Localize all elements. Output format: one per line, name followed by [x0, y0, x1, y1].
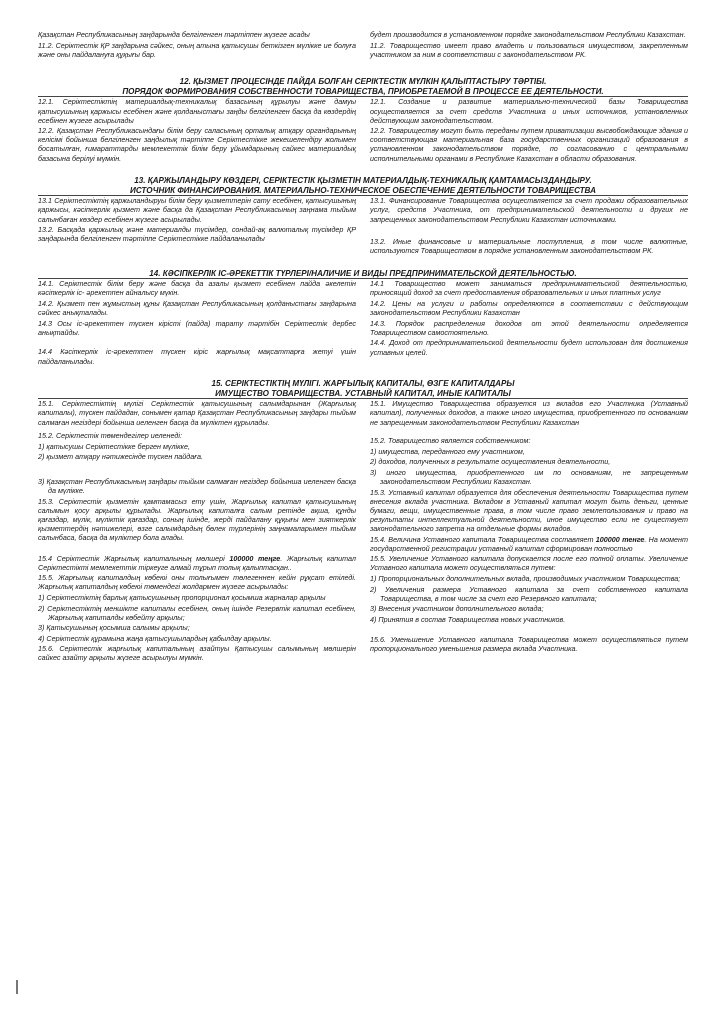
- kz-column: [38, 97, 356, 164]
- kz-column: [38, 196, 356, 256]
- ru-column: [370, 399, 688, 664]
- list-item: 2) Увеличения размера Уставного капитала за счет собственного капитала Товарищества, в том числе за счет его Резервного капитала;: [370, 584, 688, 603]
- kz-column: [38, 399, 356, 664]
- section-heading: 13. ҚАРЖЫЛАНДЫРУ КӨЗДЕРІ, СЕРІКТЕСТІК ҚЫЗМЕТІН МАТЕРИАЛДЫҚ-ТЕХНИКАЛЫҚ ҚАМТАМАСЫЗДАНДЫРУ.: [134, 176, 592, 186]
- paragraph: 15.6. Серіктестік жарғылық капиталының азайтуы Қатысушы салымының мөлшерін сайкес азайту арқылы жүзеге асырылуы мүмкін.: [38, 644, 356, 663]
- paragraph: 14.4 Кәсіпкерлік іс-әрекеттен түскен кіріс жарғылық мақсаттарға жетуі үшін пайдаланылады.: [38, 347, 356, 366]
- paragraph: 15.6. Уменьшение Уставного капитала Товарищества может осуществляться путем пропорционального уменьшения размера вклада Участника.: [370, 635, 688, 654]
- paragraph: 14.2. Цены на услуги и работы определяются в соответствии с действующим законодательством Республики Казахстан: [370, 299, 688, 318]
- document-page: [38, 30, 688, 1010]
- section-15: [38, 379, 688, 664]
- text-run: . На момент государственной регистрации уставный капитал сформирован полностью: [370, 534, 688, 553]
- text-run: . Жарғылық капитал Серіктестікті мемлекеттік тіркеуге алмай тұрып толық қалыптасқан..: [38, 553, 356, 572]
- list-item: 4) Серіктестік құрамына жаңа қатысушылардың қабылдау арқылы.: [38, 633, 272, 643]
- paragraph: 14.4. Доход от предпринимательской деятельности будет использован для достижения уставных целей.: [370, 338, 688, 357]
- paragraph: 13.2. Басқада қаржылық және материалды түсімдер, сондай-ақ валюталық түсімдер ҚР заңдарында белгіленген тәртіппе Серіктестікке пайдаланылады: [38, 225, 356, 244]
- list-item: 1) қатысушы Серіктестікке берген мүлікке,: [38, 441, 190, 451]
- paragraph: [370, 535, 688, 553]
- ru-column: [370, 97, 688, 164]
- text-run: 15.4. Величина Уставного капитала Товарищества составляет: [370, 534, 596, 544]
- paragraph: 11.2. Товарищество имеет право владеть и пользоваться имуществом, закрепленным участником за ним в соответствии с законодательством РК.: [370, 40, 688, 59]
- list-item: 3) Қазақстан Республикасының заңдары тыйым салмаған негіздер бойынша иеленген басқа да мүлікке.: [38, 476, 356, 495]
- paragraph: 14.1. Серіктестік білім беру және басқа да азалы қызмет есебінен пайда әкелетін кәсіпкерлік іс- әрекетпен айналысу мүкін.: [38, 279, 356, 298]
- list-item: 1) имущества, переданного ему участником,: [370, 446, 525, 456]
- paragraph: Қазақстан Республикасының заңдарында белгіленген тәртіппен жүзеге асады: [38, 30, 310, 39]
- paragraph: 14.1 Товарищество может заниматься предпринимательской деятельностью, приносящий доход за счет предоставления образовательных и иных платных услуг: [370, 279, 688, 298]
- ru-column: [370, 30, 688, 60]
- list-item: 3) Қатысушының қосымша салымы арқылы;: [38, 623, 190, 633]
- section-heading: ИСТОЧНИК ФИНАНСИРОВАНИЯ. МАТЕРИАЛЬНО-ТЕХНИЧЕСКОЕ ОБЕСПЕЧЕНИЕ ДЕЯТЕЛЬНОСТИ ТОВАРИЩЕСТВА: [130, 185, 596, 195]
- paragraph: 15.3. Уставный капитал образуется для обеспечения деятельности Товарищества путем внесения вклада участника. Вкладом в Уставный капитал могут быть деньги, ценные бумаги, вещи, имущественные права, в том числе право землепользования и право на результаты интеллектуальной деятельности, иное имущество если не существует законодательного запрета на отдельные формы вкладов.: [370, 487, 688, 533]
- section-14: [38, 269, 688, 367]
- list-item: 3) иного имущества, приобретенного им по основаниям, не запрещенным законодательством Республики Казахстан.: [370, 467, 688, 486]
- paragraph: 15.2. Серіктестік төмендегілер иеленеді:: [38, 431, 182, 441]
- list-item: 2) доходов, полученных в результате осуществления деятельности,: [370, 457, 611, 467]
- ru-column: [370, 279, 688, 367]
- paragraph: 15.1. Серіктестіктің мүлігі Серіктестік қатысушының салымдарынан (Жарғылық капиталы), түскен пайдадан, сонымен қатар Қазақстан Республикасының заңдары тыйым салмаған негіздері бойынша иеленген басқа да мүліктен құрылады.: [38, 399, 356, 427]
- paragraph: 12.1. Создание и развитие материально-технической базы Товарищества осуществляется за счет средств Участника и иных источников, установленных действующим законодательством.: [370, 97, 688, 125]
- paragraph: 14.2. Қызмет пен жұмыстың құны Қазақстан Республикасының қолданыстағы заңдарына сәйкес анықталады.: [38, 299, 356, 318]
- paragraph: 12.1. Серіктестіктің материалдық-техникалық базасының құрылуы және дамуы қатысушының қаржысы есебінен және қолданыстағы заңды белгіленген басқа да көздердің есебінен жүзеге асырылады: [38, 97, 356, 125]
- paragraph: 13.1. Финансирование Товарищества осуществляется за счет продажи образовательных услуг, средств Участника, от предпринимательской деятельности и других не запрещенных законодательством Республики Казахстан источниками.: [370, 196, 688, 224]
- list-item: 2) Серіктестіктің меншікте капиталы есебінен, оның ішінде Резервтік капитал есебінен, Жарғылық капиталды көбейту арқылы;: [38, 603, 356, 622]
- list-item: 1) Серіктестіктің барлық қатысушының пропорционал қосымша жарналар арқылы: [38, 592, 326, 602]
- section-heading: 12. ҚЫЗМЕТ ПРОЦЕСІНДЕ ПАЙДА БОЛҒАН СЕРІКТЕСТІК МҮЛКІН ҚАЛЫПТАСТЫРУ ТӘРТІБІ.: [179, 77, 547, 87]
- paragraph: 12.2. Қазақстан Республикасындағы білім беру саласының орталық атқару органдарының келісімі бойынша белгіленген заңдылық тәртіппе Серіктестікке жекешелендіру жолымен босатылған, ғимараттарды мемлекеттік білім беру ұйымдарының сайкес материалдық базасына берілуі мүмкін.: [38, 126, 356, 163]
- section-13: [38, 176, 688, 257]
- paragraph: 14.3 Осы іс-әрекеттен түскен кірісті (пайда) тарату тәртібін Серіктестік дербес анықтайды.: [38, 318, 356, 337]
- paragraph: 15.3. Серіктестік қызметін қамтамасыз ету үшін, Жарғылық капитал қатысушының салымын қосу арқылы құрылады. Жарғылық капиталға салым ретінде ақша, құнды қағаздар, мүлік, мүліктік қағаздар, соның ішінде, жерді пайдалану құқығы мен зияткерлік қызметтердің нәтижелері, өзге салымдардың бөлек түрлерінің заңнамаларымен тыйым салынбаса, басқа да мүліктер бола алады.: [38, 496, 356, 542]
- list-item: 1) Пропорциональных дополнительных вклада, производимых участником Товарищества;: [370, 573, 681, 583]
- paragraph: 12.2. Товариществу могут быть переданы путем приватизации высвобождающие здания и соответствующая материальная база государственных организаций образования в установленном законодательством порядке, по согласованию с центральными исполнительными органами в Республике Казахстан в области образования.: [370, 126, 688, 163]
- charter-capital-amount: 100000 тенге: [595, 534, 645, 544]
- paragraph: 15.5. Жарғылық капиталдың көбеюі оны толығымен төлегеннен кейін рұқсат етіледі. Жарғылық капиталдың көбеюі төмендегі жолдармен жүзеге асырылады:: [38, 573, 356, 592]
- text-run: 15.4 Серіктестік Жарғылық капиталының мөлшері: [38, 553, 230, 563]
- list-item: 3) Внесения участником дополнительного вклада;: [370, 604, 544, 614]
- paragraph: 13.1 Серіктестіктің қаржыландыруы білім беру қызметтерін сату есебінен, қатысушының қаржысы, кәсіпкерлік қызмет және басқа да Қазақстан Республикасының заңнама тыйым салынбаған көздер есебінен жүзеге асырылады.: [38, 196, 356, 224]
- paragraph: 11.2. Серіктестік ҚР заңдарына сәйкес, оның атына қатысушы беткізген мүлікке ие болуға және оны пайдалануға құқығы бар.: [38, 40, 356, 59]
- paragraph: будет производится в установленном порядке законодательством Республики Казахстан.: [370, 30, 686, 39]
- paragraph: 13.2. Иные финансовые и материальные поступления, в том числе валютные, используются Товариществом в порядке установленным законодательством РК.: [370, 237, 688, 256]
- paragraph: 14.3. Порядок распределения доходов от этой деятельности определяется Товариществом самостоятельно.: [370, 318, 688, 337]
- kz-column: [38, 30, 356, 60]
- list-item: 4) Принятия в состав Товарищества новых участников.: [370, 614, 566, 624]
- paragraph: 15.2. Товарищество является собственником:: [370, 436, 531, 446]
- section-11-continuation: [38, 30, 688, 60]
- section-heading: 14. КӘСІПКЕРЛІК ІС-ӘРЕКЕТТІК ТҮРЛЕРІ/НАЛИЧИЕ И ВИДЫ ПРЕДПРИНИМАТЕЛЬСКОЙ ДЕЯТЕЛЬНОСТЬЮ.: [149, 268, 577, 278]
- section-12: [38, 77, 688, 164]
- paragraph: 15.5. Увеличение Уставного капитала допускается после его полной оплаты. Увеличение Уставного капитала может осуществляться путем:: [370, 554, 688, 573]
- section-heading: ПОРЯДОК ФОРМИРОВАНИЯ СОБСТВЕННОСТИ ТОВАРИЩЕСТВА, ПРИОБРЕТАЕМОЙ В ПРОЦЕССЕ ЕЕ ДЕЯТЕЛЬНОСТИ.: [122, 86, 604, 96]
- kz-column: [38, 279, 356, 367]
- scan-mark: [16, 980, 18, 994]
- section-heading: ИМУЩЕСТВО ТОВАРИЩЕСТВА. УСТАВНЫЙ КАПИТАЛ, ИНЫЕ КАПИТАЛЫ: [215, 388, 511, 398]
- section-heading: 15. СЕРІКТЕСТІКТІҢ МҮЛІГІ. ЖАРҒЫЛЫҚ КАПИТАЛЫ, ӨЗГЕ КАПИТАЛДАРЫ: [211, 379, 515, 389]
- list-item: 2) қызмет атқару нәтижесінде түскен пайдаға.: [38, 452, 203, 462]
- paragraph: [38, 554, 356, 572]
- paragraph: 15.1. Имущество Товарищества образуется из вкладов его Участника (Уставный капитал), полученных доходов, а также иного имущества, приобретенного по основаниям не запрещенным законодательством Республики Казахстан: [370, 399, 688, 427]
- charter-capital-amount: 100000 теңге: [229, 553, 281, 563]
- ru-column: [370, 196, 688, 256]
